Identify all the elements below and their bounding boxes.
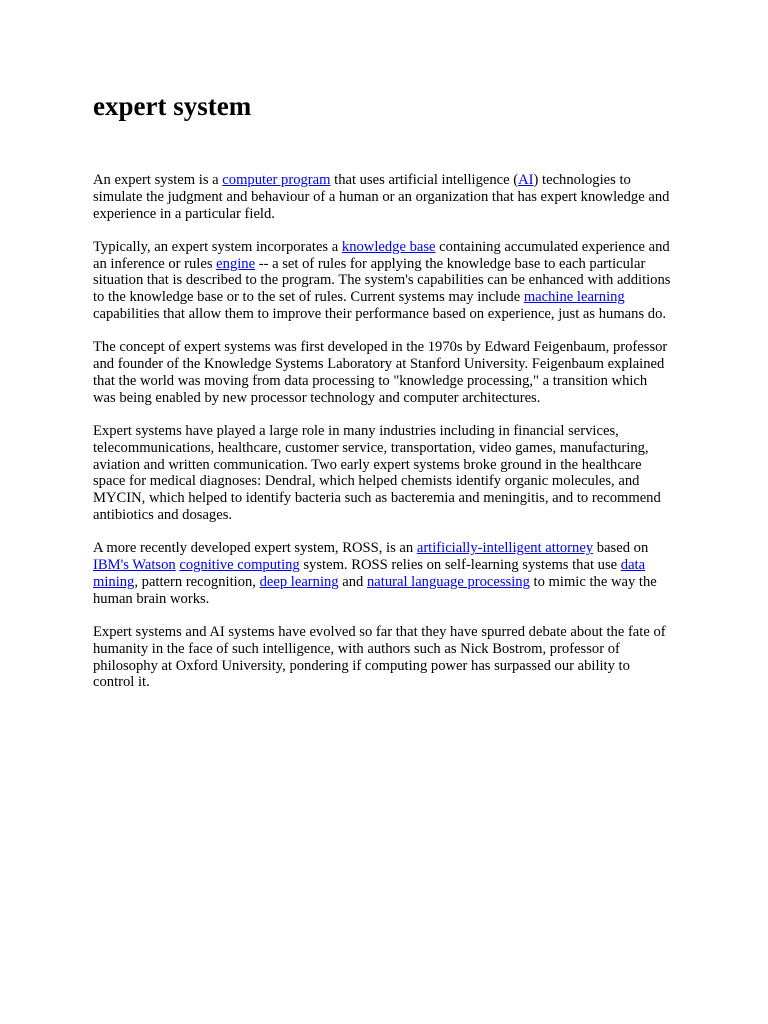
paragraph-text: system. ROSS relies on self-learning systems that use bbox=[299, 557, 621, 574]
paragraph-text: An expert system is a bbox=[93, 172, 223, 188]
link-ibm-s-watson[interactable]: IBM's Watson bbox=[93, 557, 176, 574]
paragraph-text: containing accumulated experience and an inference or rules bbox=[93, 238, 670, 272]
link-deep-learning[interactable]: deep learning bbox=[259, 573, 339, 590]
paragraph-text: Expert systems have played a large role in many industries including in financial services, telecommunications, healthcare, customer service, transportation, video games, manufacturing, aviation and written communication. Two early expert systems broke ground in the healthcare space for medical diagnoses: Dendral, which helped chemists identify organic molecules, and MYCIN, which helped to identify bacteria such as bacteremia and meningitis, and to recommend antibiotics and dosages. bbox=[93, 423, 661, 524]
paragraph-text: -- a set of rules for applying the knowledge base to each particular situation that is described to the program. The system's capabilities can be enhanced with additions to the knowledge base or to the set of rules. Current systems may include bbox=[93, 255, 671, 306]
paragraph-5 bbox=[93, 540, 673, 607]
paragraph-text: Expert systems and AI systems have evolved so far that they have spurred debate about the fate of humanity in the face of such intelligence, with authors such as Nick Bostrom, professor of philosophy at Oxford University, pondering if computing power has surpassed our ability to control it. bbox=[93, 624, 666, 691]
link-ai[interactable]: AI bbox=[518, 172, 534, 188]
page-title: expert system bbox=[93, 91, 252, 121]
paragraph-text: Typically, an expert system incorporates a bbox=[93, 238, 342, 255]
link-data-mining[interactable]: data mining bbox=[93, 557, 646, 590]
paragraph-text: ) technologies to simulate the judgment and behaviour of a human or an organization that has expert knowledge and experience in a particular field. bbox=[93, 172, 670, 222]
link-knowledge-base[interactable]: knowledge base bbox=[341, 238, 436, 255]
paragraph-2 bbox=[93, 239, 673, 323]
paragraph-text: to mimic the way the human brain works. bbox=[93, 573, 657, 607]
link-artificially-intelligent-attorney[interactable]: artificially-intelligent attorney bbox=[416, 540, 594, 557]
paragraph-3 bbox=[93, 339, 673, 406]
paragraph-text: capabilities that allow them to improve their performance based on experience, just as humans do. bbox=[93, 306, 667, 323]
paragraph-text: that uses artificial intelligence ( bbox=[330, 172, 519, 188]
paragraph-1 bbox=[93, 172, 673, 222]
document-page bbox=[93, 86, 673, 708]
link-engine[interactable]: engine bbox=[216, 255, 256, 272]
link-computer-program[interactable]: computer program bbox=[222, 172, 331, 188]
article-body bbox=[93, 172, 673, 691]
paragraph-text: , pattern recognition, bbox=[134, 573, 260, 590]
paragraph-text: and bbox=[338, 573, 367, 590]
paragraph-text: The concept of expert systems was first developed in the 1970s by Edward Feigenbaum, professor and founder of the Knowledge Systems Laboratory at Stanford University. Feigenbaum explained that the world was moving from data processing to "knowledge processing," a transition which was being enabled by new processor technology and computer architectures. bbox=[93, 339, 668, 406]
link-natural-language-processing[interactable]: natural language processing bbox=[366, 573, 530, 590]
paragraph-text: based on bbox=[593, 540, 649, 557]
paragraph-text: A more recently developed expert system, ROSS, is an bbox=[93, 540, 417, 557]
link-cognitive-computing[interactable]: cognitive computing bbox=[179, 557, 300, 574]
paragraph-4 bbox=[93, 423, 673, 524]
paragraph-6 bbox=[93, 624, 673, 691]
link-machine-learning[interactable]: machine learning bbox=[523, 289, 625, 306]
